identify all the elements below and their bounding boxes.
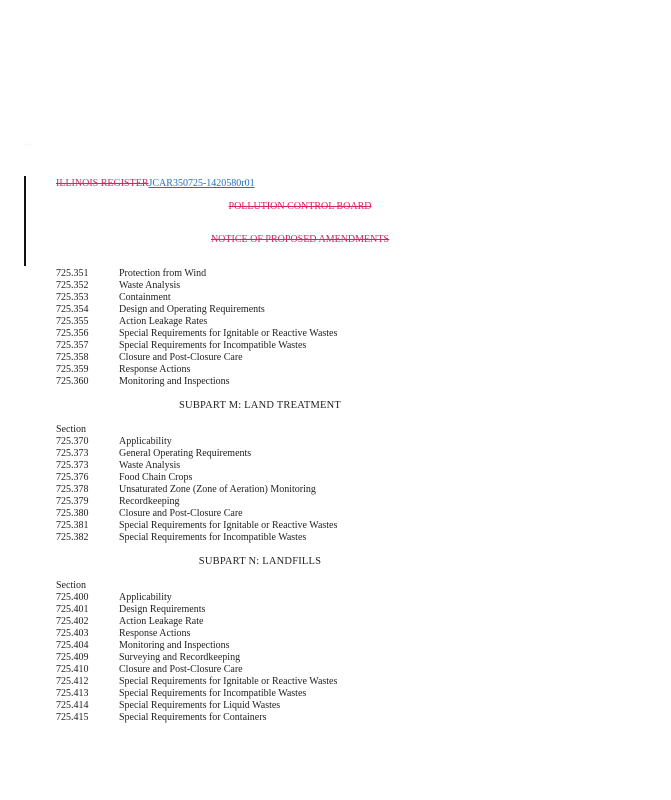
list-item xyxy=(56,520,337,532)
subpart-m-heading: SUBPART M: LAND TREATMENT xyxy=(179,400,341,411)
list-item xyxy=(56,472,337,484)
section-number: 725.403 xyxy=(56,628,89,639)
section-number: 725.412 xyxy=(56,676,89,687)
section-number: 725.400 xyxy=(56,592,89,603)
section-title: Monitoring and Inspections xyxy=(119,376,230,387)
section-title: Special Requirements for Containers xyxy=(119,712,267,723)
list-item xyxy=(56,460,337,472)
section-number: 725.354 xyxy=(56,304,89,315)
section-number: 725.404 xyxy=(56,640,89,651)
section-number: 725.381 xyxy=(56,520,89,531)
list-item xyxy=(56,640,337,652)
board-heading xyxy=(80,201,520,212)
section-number: 725.352 xyxy=(56,280,89,291)
list-item xyxy=(56,700,337,712)
section-title: Protection from Wind xyxy=(119,268,207,279)
section-title: Containment xyxy=(119,292,171,303)
section-number: 725.370 xyxy=(56,436,89,447)
section-number: 725.376 xyxy=(56,472,89,483)
section-number: 725.410 xyxy=(56,664,89,675)
scan-speck: · · · xyxy=(24,142,33,148)
section-label: Section xyxy=(56,424,86,435)
section-title: Design Requirements xyxy=(119,604,206,615)
section-number: 725.357 xyxy=(56,340,89,351)
section-list-subpart-m xyxy=(56,436,337,544)
section-number: 725.359 xyxy=(56,364,89,375)
section-number: 725.380 xyxy=(56,508,89,519)
section-number: 725.351 xyxy=(56,268,89,279)
section-number: 725.379 xyxy=(56,496,89,507)
section-title: Surveying and Recordkeeping xyxy=(119,652,241,663)
list-item xyxy=(56,304,337,316)
section-title: Waste Analysis xyxy=(119,280,181,291)
list-item xyxy=(56,676,337,688)
section-title: Special Requirements for Liquid Wastes xyxy=(119,700,281,711)
list-item xyxy=(56,688,337,700)
section-title: Recordkeeping xyxy=(119,496,180,507)
list-item xyxy=(56,664,337,676)
section-number: 725.373 xyxy=(56,448,89,459)
section-list-subpart-n xyxy=(56,592,337,724)
section-title: Closure and Post-Closure Care xyxy=(119,508,243,519)
section-title: Food Chain Crops xyxy=(119,472,193,483)
list-item xyxy=(56,652,337,664)
section-title: Design and Operating Requirements xyxy=(119,304,265,315)
list-item xyxy=(56,484,337,496)
list-item xyxy=(56,592,337,604)
section-title: Action Leakage Rate xyxy=(119,616,204,627)
section-title: Closure and Post-Closure Care xyxy=(119,664,243,675)
list-item xyxy=(56,508,337,520)
section-number: 725.378 xyxy=(56,484,89,495)
section-title: Special Requirements for Incompatible Wastes xyxy=(119,340,307,351)
section-title: Applicability xyxy=(119,592,172,603)
change-bar xyxy=(24,176,26,266)
section-title: Response Actions xyxy=(119,628,191,639)
section-list-subpart-l xyxy=(56,268,337,388)
section-number: 725.382 xyxy=(56,532,89,543)
section-title: Unsaturated Zone (Zone of Aeration) Monitoring xyxy=(119,484,316,495)
section-number: 725.373 xyxy=(56,460,89,471)
section-number: 725.413 xyxy=(56,688,89,699)
notice-title-struck: NOTICE OF PROPOSED AMENDMENTS xyxy=(210,234,390,245)
list-item xyxy=(56,712,337,724)
section-number: 725.358 xyxy=(56,352,89,363)
notice-heading xyxy=(80,234,520,245)
subpart-n-heading: SUBPART N: LANDFILLS xyxy=(198,556,322,567)
section-number: 725.355 xyxy=(56,316,89,327)
section-number: 725.353 xyxy=(56,292,89,303)
section-title: Special Requirements for Ignitable or Reactive Wastes xyxy=(119,676,338,687)
section-title: Special Requirements for Incompatible Wastes xyxy=(119,532,307,543)
section-number: 725.360 xyxy=(56,376,89,387)
list-item xyxy=(56,448,337,460)
section-number: 725.414 xyxy=(56,700,89,711)
list-item xyxy=(56,280,337,292)
register-title-struck: ILLINOIS REGISTER xyxy=(56,178,149,189)
list-item xyxy=(56,292,337,304)
section-title: Special Requirements for Incompatible Wastes xyxy=(119,688,307,699)
board-title-struck: POLLUTION CONTROL BOARD xyxy=(228,201,372,212)
section-number: 725.409 xyxy=(56,652,89,663)
section-number: 725.415 xyxy=(56,712,89,723)
list-item xyxy=(56,532,337,544)
section-title: Action Leakage Rates xyxy=(119,316,208,327)
register-header xyxy=(56,178,255,189)
list-item xyxy=(56,376,337,388)
section-title: Monitoring and Inspections xyxy=(119,640,230,651)
list-item xyxy=(56,604,337,616)
section-label: Section xyxy=(56,580,86,591)
list-item xyxy=(56,436,337,448)
list-item xyxy=(56,364,337,376)
section-title: Applicability xyxy=(119,436,172,447)
section-number: 725.356 xyxy=(56,328,89,339)
list-item xyxy=(56,340,337,352)
jcar-code: JCAR350725-1420580r01 xyxy=(148,178,255,189)
section-title: General Operating Requirements xyxy=(119,448,252,459)
section-title: Waste Analysis xyxy=(119,460,181,471)
section-title: Special Requirements for Ignitable or Reactive Wastes xyxy=(119,328,338,339)
list-item xyxy=(56,328,337,340)
section-title: Closure and Post-Closure Care xyxy=(119,352,243,363)
section-number: 725.401 xyxy=(56,604,89,615)
list-item xyxy=(56,628,337,640)
list-item xyxy=(56,352,337,364)
section-title: Response Actions xyxy=(119,364,191,375)
section-number: 725.402 xyxy=(56,616,89,627)
list-item xyxy=(56,316,337,328)
section-title: Special Requirements for Ignitable or Reactive Wastes xyxy=(119,520,338,531)
list-item xyxy=(56,616,337,628)
list-item xyxy=(56,268,337,280)
list-item xyxy=(56,496,337,508)
